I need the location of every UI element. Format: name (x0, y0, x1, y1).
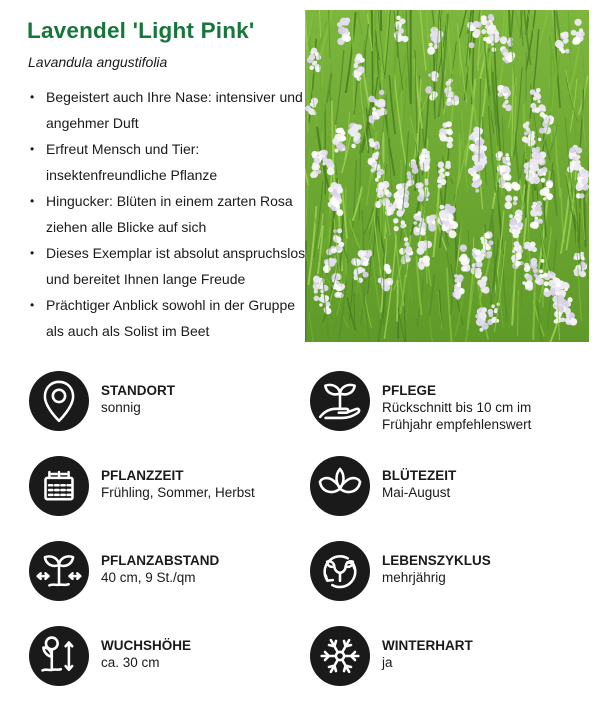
attribute-value: 40 cm, 9 St./qm (101, 570, 196, 585)
attribute-text (101, 467, 255, 501)
bullet-item (29, 188, 314, 240)
attribute-value: sonnig (101, 400, 141, 415)
bullet-line: als auch als Solist im Beet (46, 323, 210, 339)
calendar-icon (29, 456, 89, 516)
location-pin-icon (29, 371, 89, 431)
attribute-value: Mai-August (382, 485, 451, 500)
bullet-item (29, 84, 314, 136)
attribute-pflege (310, 371, 575, 456)
attribute-label: WUCHSHÖHE (101, 638, 191, 653)
attribute-value: ja (382, 655, 393, 670)
attribute-label: PFLANZABSTAND (101, 553, 220, 568)
bullet-line: • Dieses Exemplar ist absolut anspruchslos (46, 245, 306, 261)
bullet-line: • Begeistert auch Ihre Nase: intensiver und (46, 89, 303, 105)
bullet-line: angehmer Duft (46, 115, 139, 131)
attribute-pflanzabstand (29, 541, 310, 626)
botanical-name: Lavandula angustifolia (28, 54, 168, 70)
feature-bullet-list (29, 84, 314, 344)
attribute-standort (29, 371, 310, 456)
attribute-bluetezeit (310, 456, 575, 541)
attribute-label: BLÜTEZEIT (382, 468, 457, 483)
attribute-label: LEBENSZYKLUS (382, 553, 491, 568)
attribute-text (382, 382, 575, 433)
attribute-label: PFLANZZEIT (101, 468, 184, 483)
bullet-item (29, 136, 314, 188)
flower-icon (310, 456, 370, 516)
attribute-label: STANDORT (101, 383, 175, 398)
bullet-line: • Erfreut Mensch und Tier: (46, 141, 200, 157)
attribute-value: Rückschnitt bis 10 cm im Frühjahr empfehlenswert (382, 400, 532, 432)
bullet-line: ziehen alle Blicke auf sich (46, 219, 207, 235)
bullet-item (29, 292, 314, 344)
attributes-grid (29, 371, 589, 711)
attribute-text (101, 637, 191, 671)
spacing-arrows-icon (29, 541, 89, 601)
bullet-item (29, 240, 314, 292)
page-title: Lavendel 'Light Pink' (27, 18, 255, 43)
attribute-label: WINTERHART (382, 638, 473, 653)
attribute-text (382, 467, 456, 501)
attribute-winterhart (310, 626, 575, 711)
attribute-value: mehrjährig (382, 570, 446, 585)
attribute-lebenszyklus (310, 541, 575, 626)
attribute-text (101, 552, 219, 586)
bullet-line: • Hingucker: Blüten in einem zarten Rosa (46, 193, 293, 209)
attribute-text (101, 382, 175, 416)
product-photo (305, 10, 589, 342)
attribute-value: Frühling, Sommer, Herbst (101, 485, 255, 500)
height-arrow-icon (29, 626, 89, 686)
bullet-line: • Prächtiger Anblick sowohl in der Gruppe (46, 297, 296, 313)
bullet-line: und bereitet Ihnen lange Freude (46, 271, 246, 287)
bullet-line: insektenfreundliche Pflanze (46, 167, 218, 183)
attribute-text (382, 637, 473, 671)
attribute-label: PFLEGE (382, 383, 437, 398)
hand-sprout-icon (310, 371, 370, 431)
attribute-wuchshoehe (29, 626, 310, 711)
snowflake-icon (310, 626, 370, 686)
cycle-icon (310, 541, 370, 601)
attribute-text (382, 552, 491, 586)
attribute-value: ca. 30 cm (101, 655, 160, 670)
attribute-pflanzzeit (29, 456, 310, 541)
